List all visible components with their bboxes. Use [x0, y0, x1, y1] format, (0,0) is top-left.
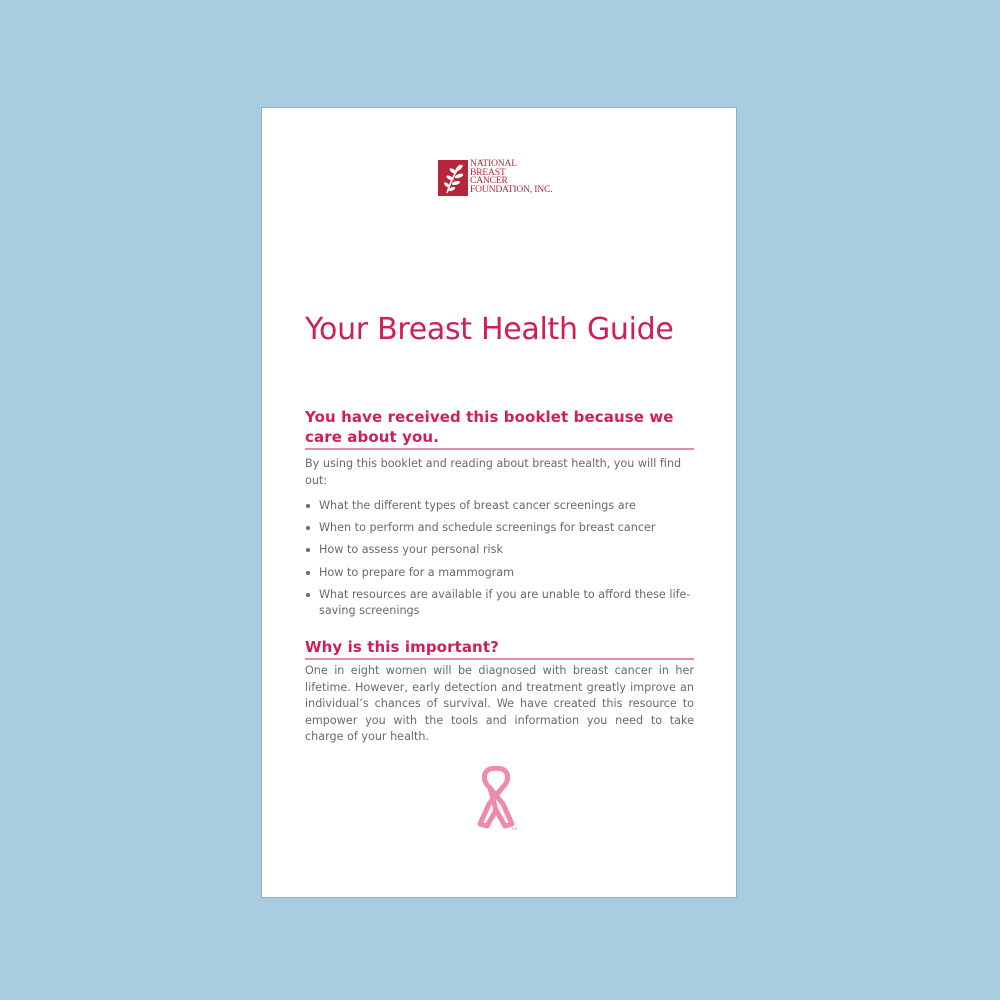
list-item: When to perform and schedule screenings for breast cancer	[305, 520, 694, 536]
list-item: What the different types of breast cancer screenings are	[305, 498, 694, 514]
list-item: How to prepare for a mammogram	[305, 565, 694, 581]
olive-branch-icon	[438, 160, 468, 196]
heading-divider	[305, 448, 694, 450]
logo-line: NATIONAL	[470, 158, 517, 169]
importance-section	[305, 637, 694, 746]
booklet-cover	[261, 107, 737, 898]
pink-ribbon-icon	[470, 766, 522, 837]
page-title: Your Breast Health Guide	[305, 312, 674, 347]
nbcf-logo	[438, 160, 552, 196]
intro-text: By using this booklet and reading about breast health, you will find out:	[305, 457, 682, 487]
section-heading: Why is this important?	[305, 638, 499, 656]
section-heading: You have received this booklet because we care about you.	[305, 408, 674, 446]
topics-list	[305, 498, 694, 619]
list-item: What resources are available if you are unable to afford these life-saving screenings	[305, 587, 694, 619]
logo-line: FOUNDATION, INC.	[470, 184, 553, 196]
logo-line: CANCER	[470, 175, 508, 187]
heading-divider	[305, 658, 694, 660]
list-item: How to assess your personal risk	[305, 542, 694, 558]
logo-wordmark	[470, 160, 552, 195]
booklet-purpose-section	[305, 407, 694, 625]
body-text: One in eight women will be diagnosed with breast cancer in her lifetime. However, early detection and treatment greatly improve an individual’s chances of survival. We have created this resource to empower you with the tools and information you need to take charge of your health.	[305, 664, 694, 743]
logo-line: BREAST	[470, 166, 506, 178]
trademark-mark: TM	[511, 826, 517, 831]
